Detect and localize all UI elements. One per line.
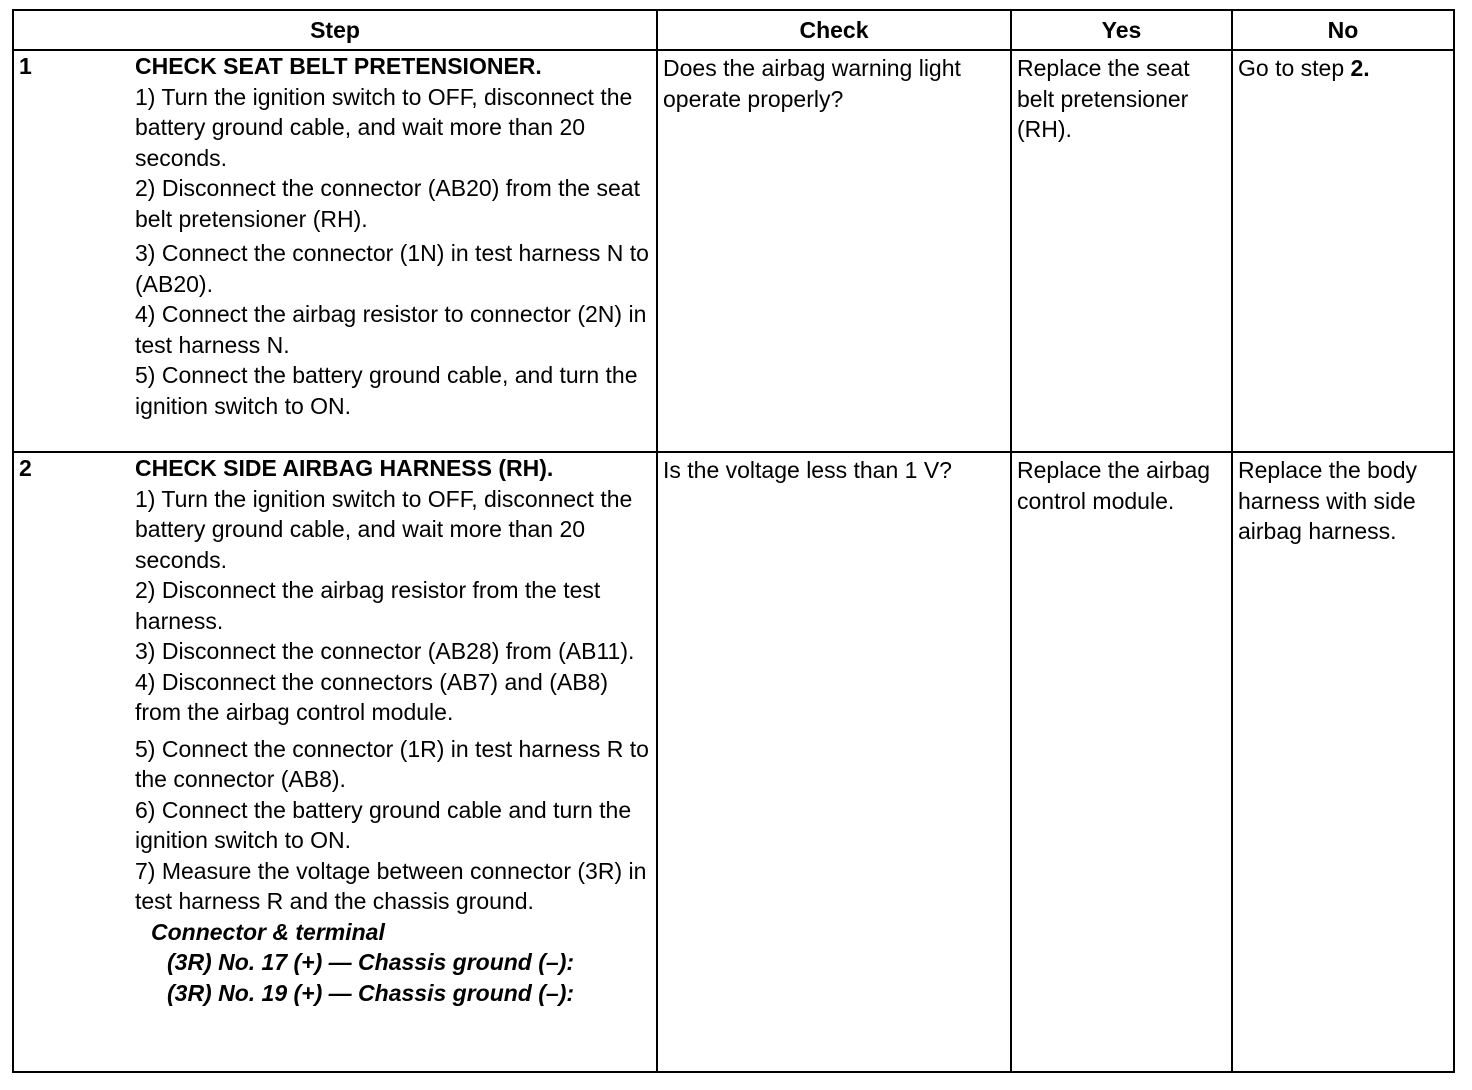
- instruction: 3) Disconnect the connector (AB28) from (AB11).: [135, 638, 635, 664]
- table-row: [13, 452, 1454, 1072]
- instruction: 7) Measure the voltage between connector (3R) in test harness R and the chassis ground.: [135, 857, 647, 914]
- connector-item: (3R) No. 17 (+) — Chassis ground (–):: [167, 949, 575, 975]
- table-row: [13, 50, 1454, 452]
- no-step-ref: 2.: [1350, 55, 1370, 81]
- instruction: 3) Connect the connector (1N) in test harness N to (AB20).: [135, 240, 649, 297]
- instruction: 1) Turn the ignition switch to OFF, disconnect the battery ground cable, and wait more than 20 seconds.: [135, 485, 633, 573]
- step-title: CHECK SIDE AIRBAG HARNESS (RH).: [135, 455, 554, 481]
- header-step: Step: [13, 10, 657, 50]
- step-cell: [13, 50, 657, 452]
- step-number: 2: [19, 455, 32, 481]
- check-cell: Is the voltage less than 1 V?: [657, 452, 1011, 1072]
- instruction: 6) Connect the battery ground cable and turn the ignition switch to ON.: [135, 796, 632, 853]
- no-prefix: Go to step: [1238, 55, 1351, 81]
- instruction: 2) Disconnect the airbag resistor from the test harness.: [135, 577, 601, 634]
- header-no: No: [1232, 10, 1454, 50]
- instruction: 2) Disconnect the connector (AB20) from the seat belt pretensioner (RH).: [135, 175, 640, 232]
- step-number: 1: [19, 53, 32, 79]
- diagnostic-table: [12, 9, 1455, 1073]
- step-title: CHECK SEAT BELT PRETENSIONER.: [135, 53, 542, 79]
- yes-cell: Replace the airbag control module.: [1011, 452, 1232, 1072]
- instruction: 5) Connect the battery ground cable, and turn the ignition switch to ON.: [135, 362, 638, 419]
- no-cell: Replace the body harness with side airbag harness.: [1232, 452, 1454, 1072]
- header-yes: Yes: [1011, 10, 1232, 50]
- step-cell: [13, 452, 657, 1072]
- instruction: 4) Disconnect the connectors (AB7) and (AB8) from the airbag control module.: [135, 668, 609, 725]
- connector-item: (3R) No. 19 (+) — Chassis ground (–):: [167, 979, 575, 1006]
- header-row: [13, 10, 1454, 50]
- yes-cell: Replace the seat belt pretensioner (RH).: [1011, 50, 1232, 452]
- no-cell: [1232, 50, 1454, 452]
- instruction: 1) Turn the ignition switch to OFF, disconnect the battery ground cable, and wait more than 20 seconds.: [135, 83, 633, 171]
- header-check: Check: [657, 10, 1011, 50]
- connector-title: Connector & terminal: [151, 918, 385, 945]
- instruction: 5) Connect the connector (1R) in test harness R to the connector (AB8).: [135, 735, 649, 792]
- instruction: 4) Connect the airbag resistor to connector (2N) in test harness N.: [135, 301, 647, 358]
- check-cell: Does the airbag warning light operate properly?: [657, 50, 1011, 452]
